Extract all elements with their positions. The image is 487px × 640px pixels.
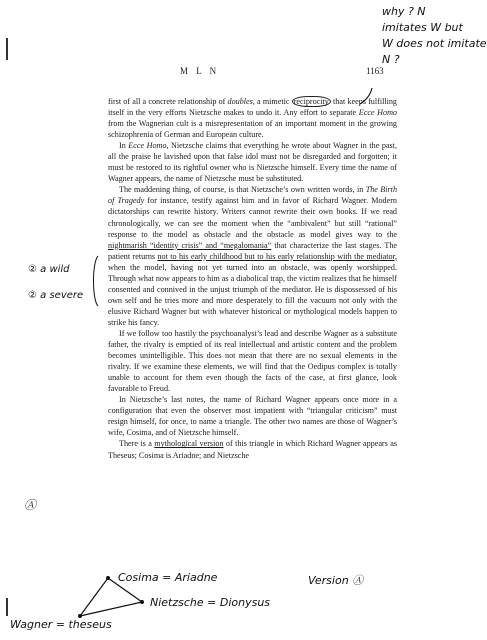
running-header: M L N [180, 66, 220, 76]
text-run: of this triangle in which Richard Wagner appears as Theseus; Cosima is Ariadne; and Nietzsche [108, 439, 397, 460]
text-run: from the Wagnerian cult is a misrepresentation of an important moment in the growing schizophrenia of German and European culture. [108, 119, 397, 140]
handwritten-wagner-label: Wagner = theseus [10, 618, 112, 631]
text-underline: mythological version [154, 439, 224, 449]
page-number: 1163 [366, 66, 384, 76]
handwritten-note-top-right: why ? N imitates W but W does not imitate N ? [382, 5, 487, 66]
handwritten-cosima-label: Cosima = Ariadne [118, 571, 218, 584]
text-run: when the model, having not yet turned into an obstacle, was openly worshipped. Through what now appears to him as a diabolical trap, the victim realizes that he himself consented and connived in the unjust triumph of the mediator. He is dispossessed of his own self and he tries more and more desperately to fill the vacuum not only with the elusive Richard Wagner but with whatever historical or mythological models happen to strike his fancy. [108, 262, 397, 327]
text-italic: doubles, [227, 97, 255, 106]
handwritten-margin-a: Ⓐ [24, 498, 37, 512]
text-run: In [119, 141, 129, 151]
text-underline: nightmarish “identity crisis” and “megalomania” [108, 240, 272, 250]
text-underline: not to his early childhood but to his early relationship with the mediator, [157, 251, 398, 261]
triangle-diagram [78, 576, 144, 618]
text-run: that characterize the last stages. The patient returns [108, 240, 398, 261]
handwritten-margin-severe: ② a severe [28, 290, 84, 301]
text-italic: Ecce Homo, [128, 141, 169, 151]
text-italic: Ecce Homo [358, 108, 397, 118]
handwritten-version-label: Version Ⓐ [308, 574, 364, 587]
handwritten-nietzsche-label: Nietzsche = Dionysus [150, 596, 271, 609]
arrow-to-reciprocity [360, 88, 372, 104]
text-run: that keeps fulfilling itself in the very efforts Nietzsche makes to undo it. Any effort to separate [108, 97, 397, 118]
text-circled: reciprocity [293, 97, 329, 106]
text-run: If we follow too hastily the psychoanalyst’s lead and describe Wagner as a substitute father, the rivalry is emptied of its real intellectual and artistic content and the problem becomes unintelligible. This does not mean that there are no sexual elements in the rivalry. If we examine these elements, we will find that the Oedipus complex is totally unable to account for them even though the facts of the case, at first glance, look favorable to Freud. [108, 328, 397, 394]
text-run: Nietzsche claims that everything he wrote about Wagner in the past, all the praise he lavished upon that false idol must not be disregarded and forgotten; it must be restored to its rightful owner who is Nietzsche himself. Every time the name of Wagner appears, the name of Nietzsche must be substituted. [108, 141, 397, 184]
handwritten-margin-wild: ② a wild [28, 264, 70, 275]
text-italic: The Birth of Tragedy [108, 185, 398, 206]
text-run: The maddening thing, of course, is that Nietzsche’s own written words, in [119, 185, 366, 195]
bracket-mark [94, 256, 99, 306]
text-run: for instance, testify against him and in favor of Richard Wagner. Modern dictatorships can rewrite history. Writers cannot rewrite their own books. If we read chronologically, we can see the moment when the “ambivalent” but still “rational” response to the model as obstacle and the obstacle as model gives way to the [108, 196, 397, 239]
text-run: a mimetic [254, 97, 292, 106]
text-run: There is a [119, 439, 155, 449]
text-run: first of all a concrete relationship of [108, 97, 228, 106]
text-run: In Nietzsche’s last notes, the name of Richard Wagner appears once more in a configuration that even the observer most impatient with “triangular criticism” must resign himself, for once, to name a triangle. The other two names are those of Wagner’s wife, Cosima, and of Nietzsche himself. [108, 395, 397, 438]
